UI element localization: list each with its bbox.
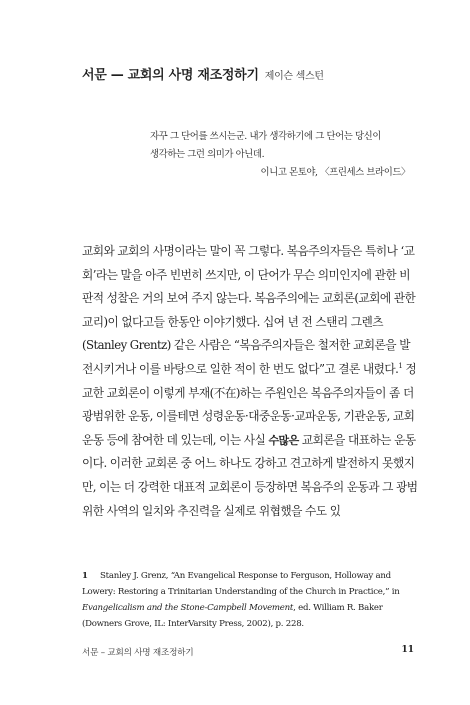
body-text-part-b: 정교한 교회론이 이렇게 부재(不在)하는 주원인은 복음주의자들이 좀 더 광범위한 운동, 이를테면 성령운동·대중운동·교파운동, 기관운동, 교회운동 등에 참여한 데 있는데, 이는 사실: [82, 361, 417, 447]
chapter-title: 서문 — 교회의 사명 재조정하기: [82, 68, 259, 83]
footnote-reference[interactable]: 1: [398, 362, 403, 371]
epigraph: [150, 128, 410, 178]
epigraph-line-1: 자꾸 그 단어를 쓰시는군. 내가 생각하기에 그 단어는 당신이: [150, 131, 381, 142]
emphasized-word: 수많은: [268, 433, 299, 447]
body-text-part-c: 교회론을 대표하는 운동이다. 이러한 교회론 중 어느 하나도 강하고 견고하게 발전하지 못했지만, 이는 더 강력한 대표적 교회론이 등장하면 복음주의 운동과 그 광범위한 사역의 일치와 추진력을 실제로 위협했을 수도 있: [82, 432, 418, 518]
epigraph-line-2: 생각하는 그런 의미가 아닌데.: [150, 148, 265, 160]
footnote-text-a: Stanley J. Grenz, “An Evangelical Response to Ferguson, Holloway and Lowery: Restoring a Trinitarian Understanding of the Church in Practice,” in: [82, 571, 400, 597]
running-footer: 서문 – 교회의 사명 재조정하기: [82, 648, 194, 658]
footnote: [82, 568, 422, 632]
chapter-author: 제이슨 섹스턴: [264, 71, 324, 82]
footnote-paragraph: [82, 568, 422, 632]
footnote-text-b: , ed. William R. Baker (Downers Grove, IL: InterVarsity Press, 2002), p. 228.: [82, 603, 383, 629]
page-number: 11: [401, 645, 414, 655]
body-text-part-a: 교회와 교회의 사명이라는 말이 꼭 그렇다. 복음주의자들은 특히나 ‘교회’라는 말을 아주 빈번히 쓰지만, 이 단어가 무슨 의미인지에 관한 비판적 성찰은 거의 보여 주지 않는다. 복음주의에는 교회론(교회에 관한 교리)이 없다고들 한동안 이야기했다. 십여 년 전 스탠리 그렌츠(Stanley Grentz) 같은 사람은 “복음주의자들은 철저한 교회론을 발전시키거나 이를 바탕으로 일한 적이 한 번도 없다”고 결론 내렸다.: [82, 244, 416, 376]
footnote-number: 1: [82, 571, 88, 581]
body-paragraph: [82, 240, 418, 523]
footnote-book-title: Evangelicalism and the Stone-Campbell Movement: [82, 603, 294, 613]
body-text: [82, 240, 418, 523]
chapter-header: [82, 64, 324, 83]
epigraph-source: 이니고 몬토야, 〈프린세스 브라이드〉: [260, 167, 410, 178]
